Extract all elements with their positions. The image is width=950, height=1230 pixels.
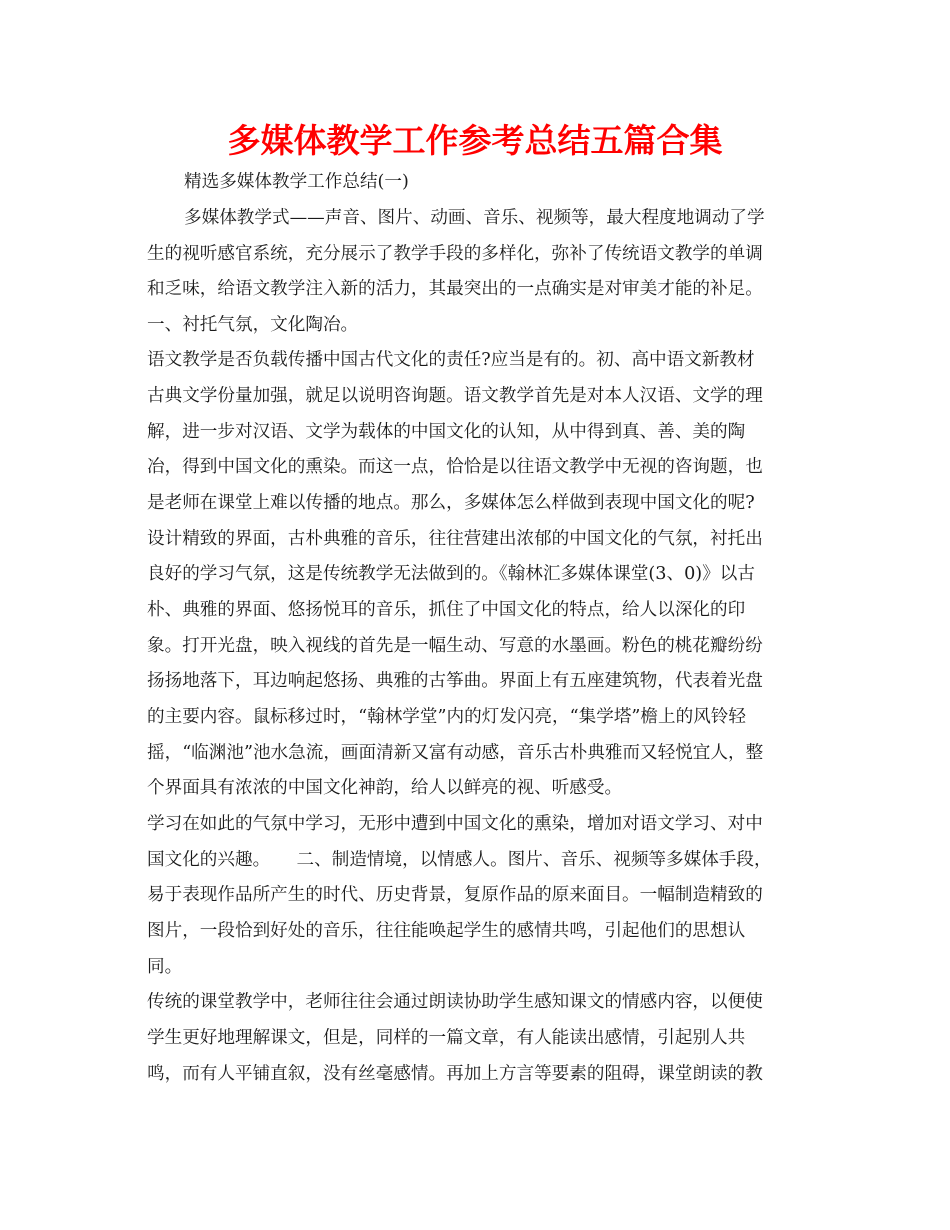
paragraph-line: 冶，得到中国文化的熏染。而这一点，恰恰是以往语文教学中无视的咨询题，也 bbox=[147, 457, 763, 477]
paragraph-line: 鸣，而有人平铺直叙，没有丝毫感情。再加上方言等要素的阻碍，课堂朗读的教 bbox=[147, 1064, 763, 1084]
paragraph-line: 国文化的兴趣。 二、制造情境，以情感人。图片、音乐、视频等多媒体手段， bbox=[147, 850, 772, 870]
paragraph-line: 学生更好地理解课文，但是，同样的一篇文章，有人能读出感情，引起别人共 bbox=[147, 1028, 746, 1048]
paragraph-line: 学习在如此的气氛中学习，无形中遭到中国文化的熏染，增加对语文学习、对中 bbox=[147, 814, 763, 834]
section-heading: 一、衬托气氛，文化陶冶。 bbox=[147, 315, 359, 335]
paragraph-line: 图片，一段恰到好处的音乐，往往能唤起学生的感情共鸣，引起他们的思想认 bbox=[147, 921, 746, 941]
paragraph-line: 古典文学份量加强，就足以说明咨询题。语文教学首先是对本人汉语、文学的理 bbox=[147, 386, 763, 406]
paragraph-line: 象。打开光盘，映入视线的首先是一幅生动、写意的水墨画。粉色的桃花瓣纷纷 bbox=[147, 636, 763, 656]
paragraph-line: 易于表现作品所产生的时代、历史背景，复原作品的原来面目。一幅制造精致的 bbox=[147, 885, 763, 905]
paragraph-line: 良好的学习气氛，这是传统教学无法做到的。《翰林汇多媒体课堂(3、0)》以古 bbox=[147, 564, 755, 584]
paragraph-line: 解，进一步对汉语、文学为载体的中国文化的认知，从中得到真、善、美的陶 bbox=[147, 422, 746, 442]
paragraph-line: 个界面具有浓浓的中国文化神韵，给人以鲜亮的视、听感受。 bbox=[147, 778, 623, 798]
paragraph-line: 朴、典雅的界面、悠扬悦耳的音乐，抓住了中国文化的特点，给人以深化的印 bbox=[147, 600, 746, 620]
paragraph-line: 多媒体教学式——声音、图片、动画、音乐、视频等，最大程度地调动了学 bbox=[184, 208, 765, 228]
paragraph-line: 同。 bbox=[147, 957, 183, 977]
paragraph-line: 扬扬地落下，耳边响起悠扬、典雅的古筝曲。界面上有五座建筑物，代表着光盘 bbox=[147, 671, 763, 691]
document-title: 多媒体教学工作参考总结五篇合集 bbox=[227, 121, 723, 160]
paragraph-line: 传统的课堂教学中，老师往往会通过朗读协助学生感知课文的情感内容，以便使 bbox=[147, 992, 763, 1012]
paragraph-line: 摇，“临渊池”池水急流，画面清新又富有动感，音乐古朴典雅而又轻悦宜人，整 bbox=[147, 743, 764, 763]
paragraph-line: 语文教学是否负载传播中国古代文化的责任?应当是有的。初、高中语文新教材 bbox=[147, 350, 755, 370]
paragraph-line: 和乏味，给语文教学注入新的活力，其最突出的一点确实是对审美才能的补足。 bbox=[147, 279, 763, 299]
subtitle-line: 精选多媒体教学工作总结(一) bbox=[184, 172, 409, 192]
paragraph-line: 是老师在课堂上难以传播的地点。那么，多媒体怎么样做到表现中国文化的呢? bbox=[147, 493, 755, 513]
paragraph-line: 的主要内容。鼠标移过时，“翰林学堂”内的灯发闪亮，“集学塔”檐上的风铃轻 bbox=[147, 707, 746, 727]
paragraph-line: 生的视听感官系统，充分展示了教学手段的多样化，弥补了传统语文教学的单调 bbox=[147, 244, 763, 264]
paragraph-line: 设计精致的界面，古朴典雅的音乐，往往营建出浓郁的中国文化的气氛，衬托出 bbox=[147, 529, 763, 549]
